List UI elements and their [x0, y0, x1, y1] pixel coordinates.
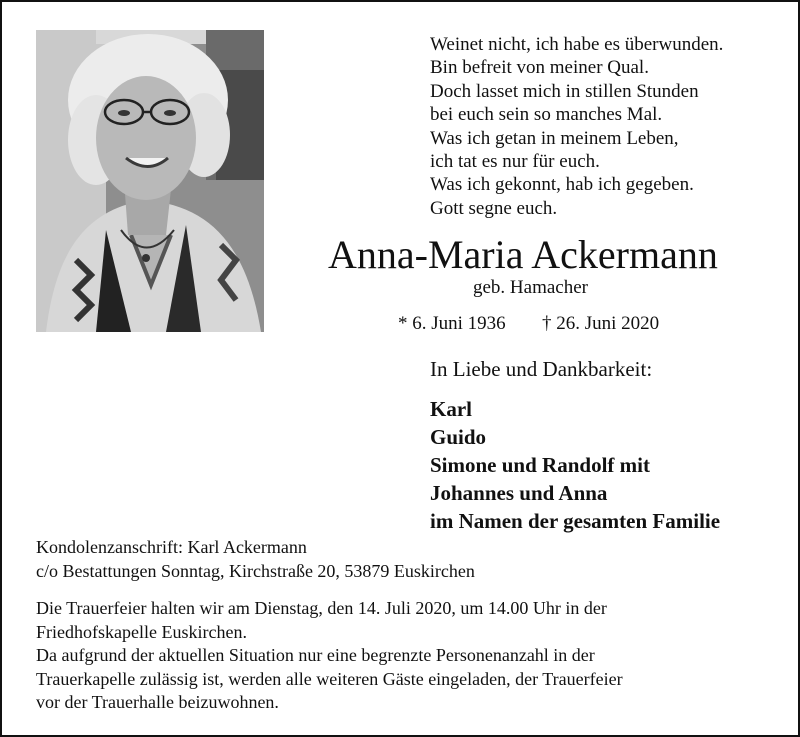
birth-name: geb. Hamacher: [473, 277, 588, 298]
deceased-name: Anna-Maria Ackermann: [328, 232, 718, 277]
mourner: Johannes und Anna: [430, 481, 608, 505]
ceremony-line: Trauerkapelle zulässig ist, werden alle weiteren Gäste eingeladen, der Trauerfeier: [36, 668, 623, 689]
portrait-photo: [36, 30, 264, 332]
death-date: † 26. Juni 2020: [542, 313, 660, 334]
mourners-list: [430, 395, 720, 535]
ceremony-notice: [36, 597, 623, 715]
mourner: im Namen der gesamten Familie: [430, 509, 721, 533]
dedication: In Liebe und Dankbarkeit:: [430, 357, 653, 381]
ceremony-line: vor der Trauerhalle beizuwohnen.: [36, 692, 279, 713]
poem-line: Was ich gekonnt, hab ich gegeben.: [430, 174, 694, 196]
ceremony-line: Da aufgrund der aktuellen Situation nur eine begrenzte Personenanzahl in der: [36, 645, 595, 666]
poem-line: Bin befreit von meiner Qual.: [430, 57, 649, 79]
poem-line: Doch lasset mich in stillen Stunden: [430, 80, 699, 102]
poem-line: Gott segne euch.: [430, 197, 558, 219]
poem-line: bei euch sein so manches Mal.: [430, 104, 663, 126]
condolence-address: [36, 535, 475, 583]
poem-line: Weinet nicht, ich habe es überwunden.: [430, 34, 724, 55]
mourner: Simone und Randolf mit: [430, 453, 650, 477]
mourner: Karl: [430, 397, 472, 421]
condolence-line: c/o Bestattungen Sonntag, Kirchstraße 20, 53879 Euskirchen: [36, 561, 475, 581]
poem: [430, 33, 723, 220]
poem-line: Was ich getan in meinem Leben,: [430, 127, 679, 149]
ceremony-line: Friedhofskapelle Euskirchen.: [36, 621, 247, 642]
poem-line: ich tat es nur für euch.: [430, 151, 600, 173]
birth-date: * 6. Juni 1936: [398, 313, 506, 334]
mourner: Guido: [430, 425, 487, 449]
condolence-line: Kondolenzanschrift: Karl Ackermann: [36, 537, 307, 557]
ceremony-line: Die Trauerfeier halten wir am Dienstag, den 14. Juli 2020, um 14.00 Uhr in der: [36, 598, 607, 618]
